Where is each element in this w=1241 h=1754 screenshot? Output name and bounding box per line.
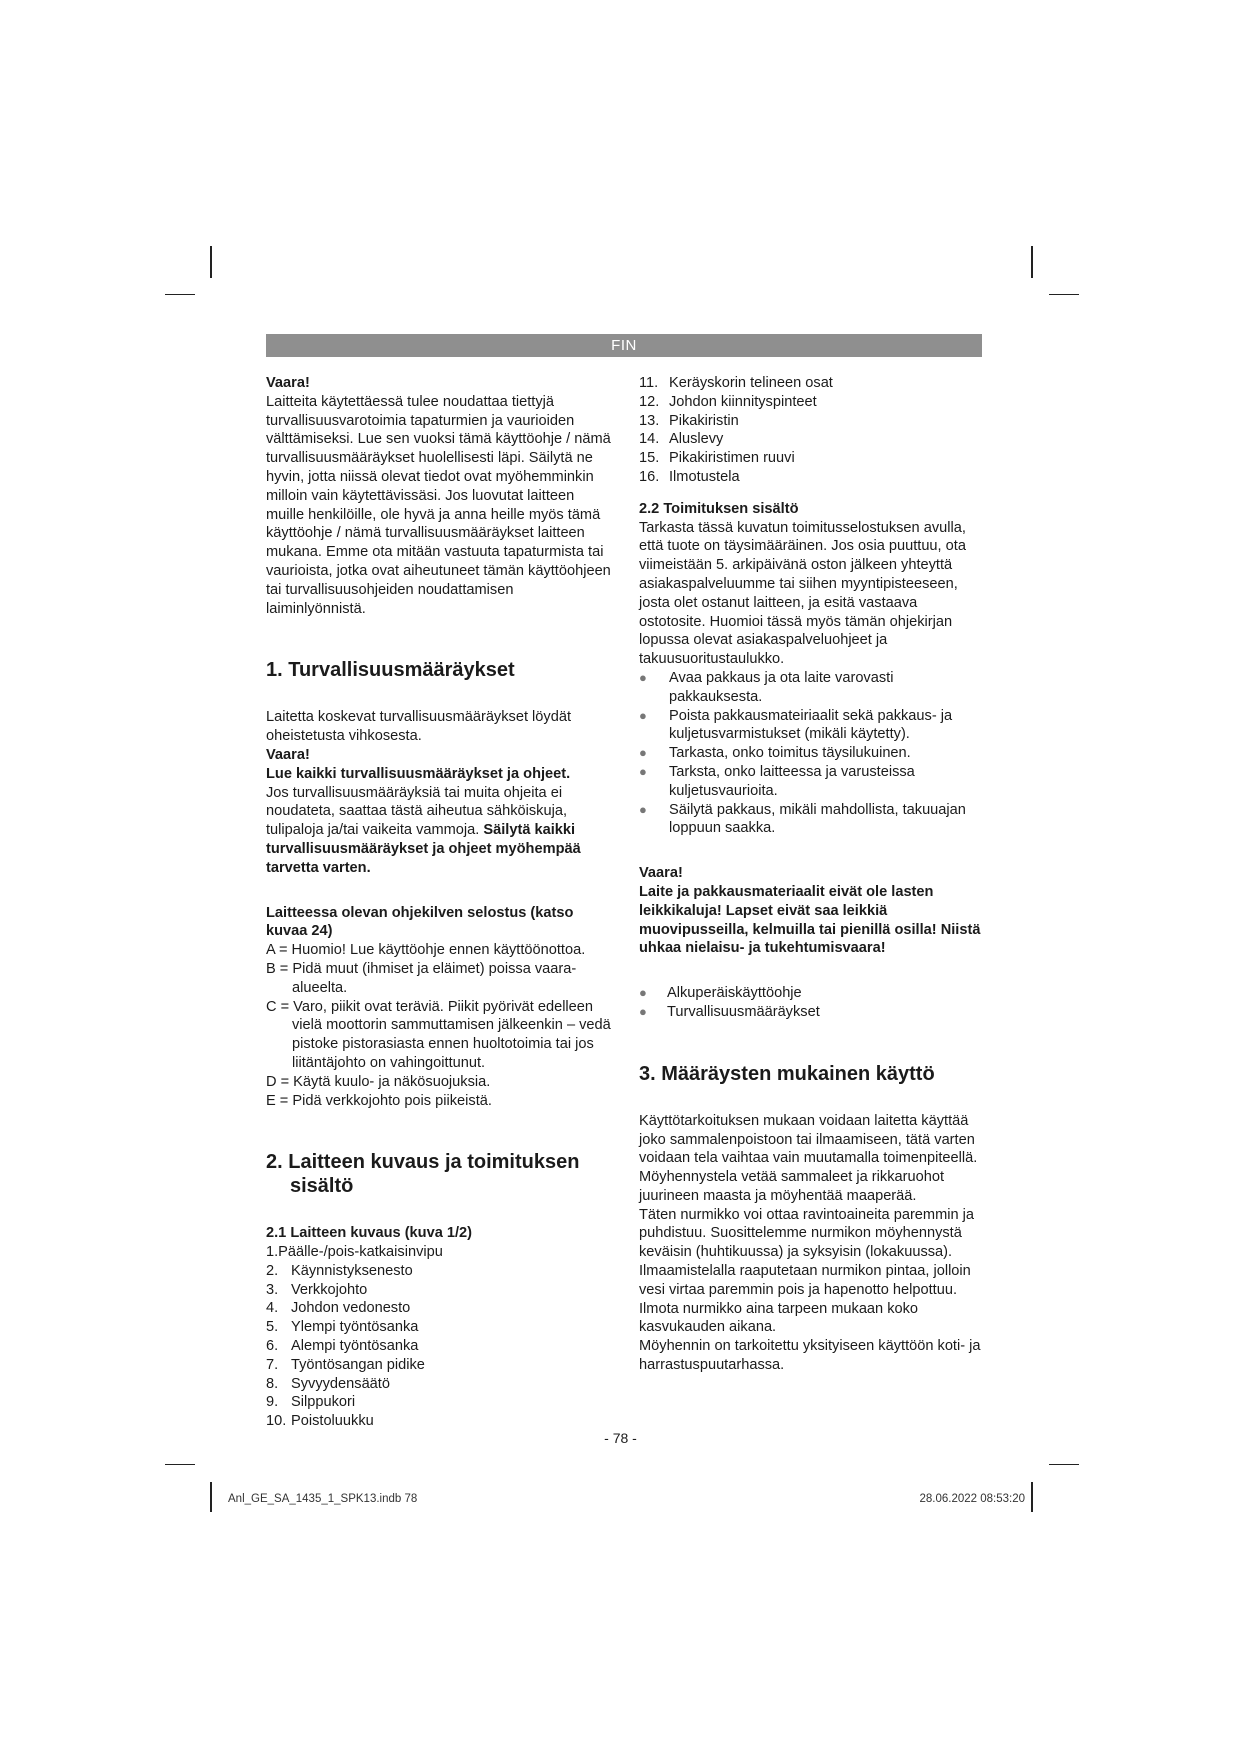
list-item-label: Poista pakkausmateiriaalit sekä pakkaus- ja kuljetusvarmistukset (mikäli käytetty). [669, 707, 953, 743]
list-item-number: 14. [639, 431, 660, 448]
list-item-label: Turvallisuusmääräykset [667, 1003, 820, 1020]
part-item-1: 1.Päälle-/pois-katkaisinvipu [266, 1244, 443, 1261]
bullet-icon: ● [639, 763, 647, 779]
list-item-label: Poistoluukku [291, 1413, 374, 1430]
list-item [639, 763, 984, 801]
footer-file-info: Anl_GE_SA_1435_1_SPK13.indb 78 [228, 1493, 418, 1505]
crop-mark [210, 1482, 212, 1512]
list-item-number: 4. [266, 1300, 279, 1317]
list-item-number: 7. [266, 1356, 279, 1373]
list-item [639, 801, 984, 839]
list-item-number: 11. [639, 375, 659, 391]
page-number: - 78 - [604, 1430, 637, 1446]
bullet-icon: ● [639, 1003, 647, 1019]
signs-title: Laitteessa olevan ohjekilven selostus (katso kuvaa 24) [266, 904, 574, 940]
section-2-1-title: 2.1 Laitteen kuvaus (kuva 1/2) [266, 1225, 473, 1242]
section-2-2-text: Tarkasta tässä kuvatun toimitusselostuksen avulla, että tuote on täysimääräinen. Jos osia puuttuu, ota viimeistään 5. arkipäivänä oston jälkeen yhteyttä asiakaspalveluumme tai siihen myyntipisteeseen, josta olet ostanut laitteen, ja esitä vastaava ostotosite. Huomioi tässä myös tämän ohjekirjan lopussa olevat asiakaspalveluohjeet ja takuusuoritustaulukko. [639, 519, 966, 668]
section-2-title-line1: 2. Laitteen kuvaus ja toimituksen [266, 1151, 580, 1174]
list-item [266, 1318, 616, 1337]
list-item-number: 2. [266, 1262, 279, 1279]
list-item [639, 707, 984, 745]
list-item-number: 12. [639, 393, 660, 410]
list-item-label: Pikakiristimen ruuvi [669, 450, 795, 467]
section-3-paragraph: Ilmaamistelalla raaputetaan nurmikon pintaa, jolloin vesi virtaa paremmin pois ja hapenotto helpottuu. Ilmota nurmikko aina tarpeen mukaan koko kasvukauden aikana. [639, 1263, 971, 1336]
list-item-label: Aluslevy [669, 431, 724, 448]
sign-e: E = Pidä verkkojohto pois piikeistä. [266, 1092, 492, 1109]
list-item-label: Syvyydensäätö [291, 1375, 390, 1392]
language-header-bar: FIN [266, 334, 982, 357]
crop-mark [1031, 1482, 1033, 1512]
list-item-label: Tarkasta, onko toimitus täysilukuinen. [669, 745, 911, 762]
section-1-text2: Jos turvallisuusmääräyksiä tai muita ohjeita ei noudateta, saattaa tästä aiheutua sähköiskuja, tulipaloja ja/tai vaikeita vammoja. [266, 784, 568, 839]
list-item [639, 1003, 984, 1022]
list-item-label: Käynnistyksenesto [291, 1262, 413, 1279]
sign-c: C = Varo, piikit ovat teräviä. Piikit pyörivät edelleen vielä moottorin sammuttamisen jälkeenkin – vedä pistoke pistorasiasta ennen huoltotoimia tai jos liitäntäjohto on vahingoittunut. [266, 998, 611, 1071]
section-1-warning-title: Vaara! [266, 746, 310, 763]
list-item [639, 374, 984, 393]
list-item-label: Johdon vedonesto [291, 1300, 411, 1317]
list-item [639, 393, 984, 412]
list-item [639, 669, 984, 707]
sign-a: A = Huomio! Lue käyttöohje ennen käyttöönottoa. [266, 942, 586, 959]
section-2-2-title: 2.2 Toimituksen sisältö [639, 500, 799, 517]
list-item-label: Säilytä pakkaus, mikäli mahdollista, takuuajan loppuun saakka. [669, 801, 966, 837]
warning-title: Vaara! [639, 865, 683, 882]
bullet-icon: ● [639, 801, 647, 817]
list-item-label: Pikakiristin [669, 412, 739, 429]
right-column [639, 374, 984, 1375]
list-item-number: 15. [639, 450, 660, 467]
section-3-paragraph: Möyhennin on tarkoitettu yksityiseen käyttöön koti- ja harrastuspuutarhassa. [639, 1338, 981, 1374]
list-item-label: Silppukori [291, 1394, 356, 1411]
section-1-bold2: Säilytä kaikki turvallisuusmääräykset ja ohjeet myöhempää tarvetta varten. [266, 822, 581, 876]
list-item [266, 1412, 616, 1431]
list-item-number: 13. [639, 412, 660, 429]
section-2-title [266, 1150, 616, 1198]
list-item-label: Työntösangan pidike [291, 1356, 425, 1373]
list-item [639, 744, 984, 763]
list-item-number: 3. [266, 1281, 279, 1298]
list-item-label: Johdon kiinnityspinteet [669, 393, 817, 410]
list-item-label: Avaa pakkaus ja ota laite varovasti pakkauksesta. [669, 669, 894, 705]
list-item-label: Ylempi työntösanka [291, 1319, 419, 1336]
list-item-number: 6. [266, 1338, 279, 1355]
section-3-paragraph: Täten nurmikko voi ottaa ravintoaineita paremmin ja puhdistuu. Suosittelemme nurmikon möyhennystä keväisin (huhtikuussa) ja syksyisin (lokakuussa). [639, 1206, 975, 1261]
list-item [266, 1281, 616, 1300]
section-3-paragraph: Käyttötarkoituksen mukaan voidaan laitetta käyttää joko sammalenpoistoon tai ilmaamiseen, tätä varten voidaan tela vaihtaa vain muutamalla toimenpiteellä. Möyhennystela vetää sammaleet ja rikkaruohot juurineen maasta ja möyhentää maaperää. [639, 1112, 978, 1204]
list-item [639, 430, 984, 449]
list-item-label: Ilmotustela [669, 468, 740, 485]
bullet-icon: ● [639, 745, 647, 761]
crop-mark [1049, 294, 1079, 295]
list-item-label: Tarksta, onko laitteessa ja varusteissa kuljetusvaurioita. [669, 763, 915, 799]
list-item [266, 1337, 616, 1356]
crop-mark [1049, 1464, 1079, 1465]
section-1-text: Laitetta koskevat turvallisuusmääräykset löydät oheistetusta vihkosesta. [266, 709, 571, 745]
list-item-label: Alempi työntösanka [291, 1338, 419, 1355]
left-column [266, 374, 616, 1431]
list-item [639, 984, 984, 1003]
section-1-title: 1. Turvallisuusmääräykset [266, 659, 515, 682]
sign-b: B = Pidä muut (ihmiset ja eläimet) poissa vaara-alueelta. [266, 960, 577, 996]
list-item [266, 1299, 616, 1318]
list-item [266, 1393, 616, 1412]
list-item-label: Alkuperäiskäyttöohje [667, 985, 802, 1002]
list-item-label: Verkkojohto [291, 1281, 368, 1298]
list-item-number: 9. [266, 1394, 279, 1411]
bullet-icon: ● [639, 669, 647, 685]
list-item-number: 8. [266, 1375, 279, 1392]
bullet-icon: ● [639, 707, 647, 723]
warning-text: Laite ja pakkausmateriaalit eivät ole lasten leikkikaluja! Lapset eivät saa leikkiä muovipusseilla, kelmuilla tai pienillä osilla! Niistä uhkaa nielaisu- ja tukehtumisvaara! [639, 883, 981, 957]
list-item [639, 412, 984, 431]
section-1-paragraph [266, 784, 616, 878]
sign-d: D = Käytä kuulo- ja näkösuojuksia. [266, 1073, 491, 1090]
list-item-number: 10. [266, 1413, 287, 1430]
section-1-bold-instruction: Lue kaikki turvallisuusmääräykset ja ohjeet. [266, 765, 571, 782]
crop-mark [210, 246, 212, 278]
crop-mark [1031, 246, 1033, 278]
crop-mark [165, 294, 195, 295]
list-item [639, 449, 984, 468]
list-item [266, 1356, 616, 1375]
section-3-title: 3. Määräysten mukainen käyttö [639, 1062, 935, 1085]
crop-mark [165, 1464, 195, 1465]
bullet-icon: ● [639, 985, 647, 1001]
list-item-label: Keräyskorin telineen osat [669, 375, 833, 391]
list-item-number: 16. [639, 468, 660, 485]
section-2-title-line2: sisältö [290, 1175, 354, 1198]
warning-text: Laitteita käytettäessä tulee noudattaa tiettyjä turvallisuusvarotoimia tapaturmien ja vaurioiden välttämiseksi. Lue sen vuoksi tämä käyttöohje / nämä turvallisuusmääräykset huolellisesti läpi. Säilytä ne hyvin, jotta niissä olevat tiedot ovat myöhemminkin milloin vain käytettävissäsi. Jos luovutat laitteen muille henkilöille, ole hyvä ja anna heille myös tämä käyttöohje / nämä turvallisuusmääräykset laitteen mukana. Emme ota mitään vastuuta tapaturmista tai vaurioista, jotka ovat aiheutuneet tämän käyttöohjeen tai turvallisuusohjeiden noudattamisen laiminlyönnistä. [266, 393, 611, 617]
footer-datetime: 28.06.2022 08:53:20 [919, 1493, 1025, 1505]
list-item [266, 1375, 616, 1394]
list-item-number: 5. [266, 1319, 279, 1336]
list-item [639, 468, 984, 487]
warning-title: Vaara! [266, 375, 310, 391]
list-item [266, 1262, 616, 1281]
